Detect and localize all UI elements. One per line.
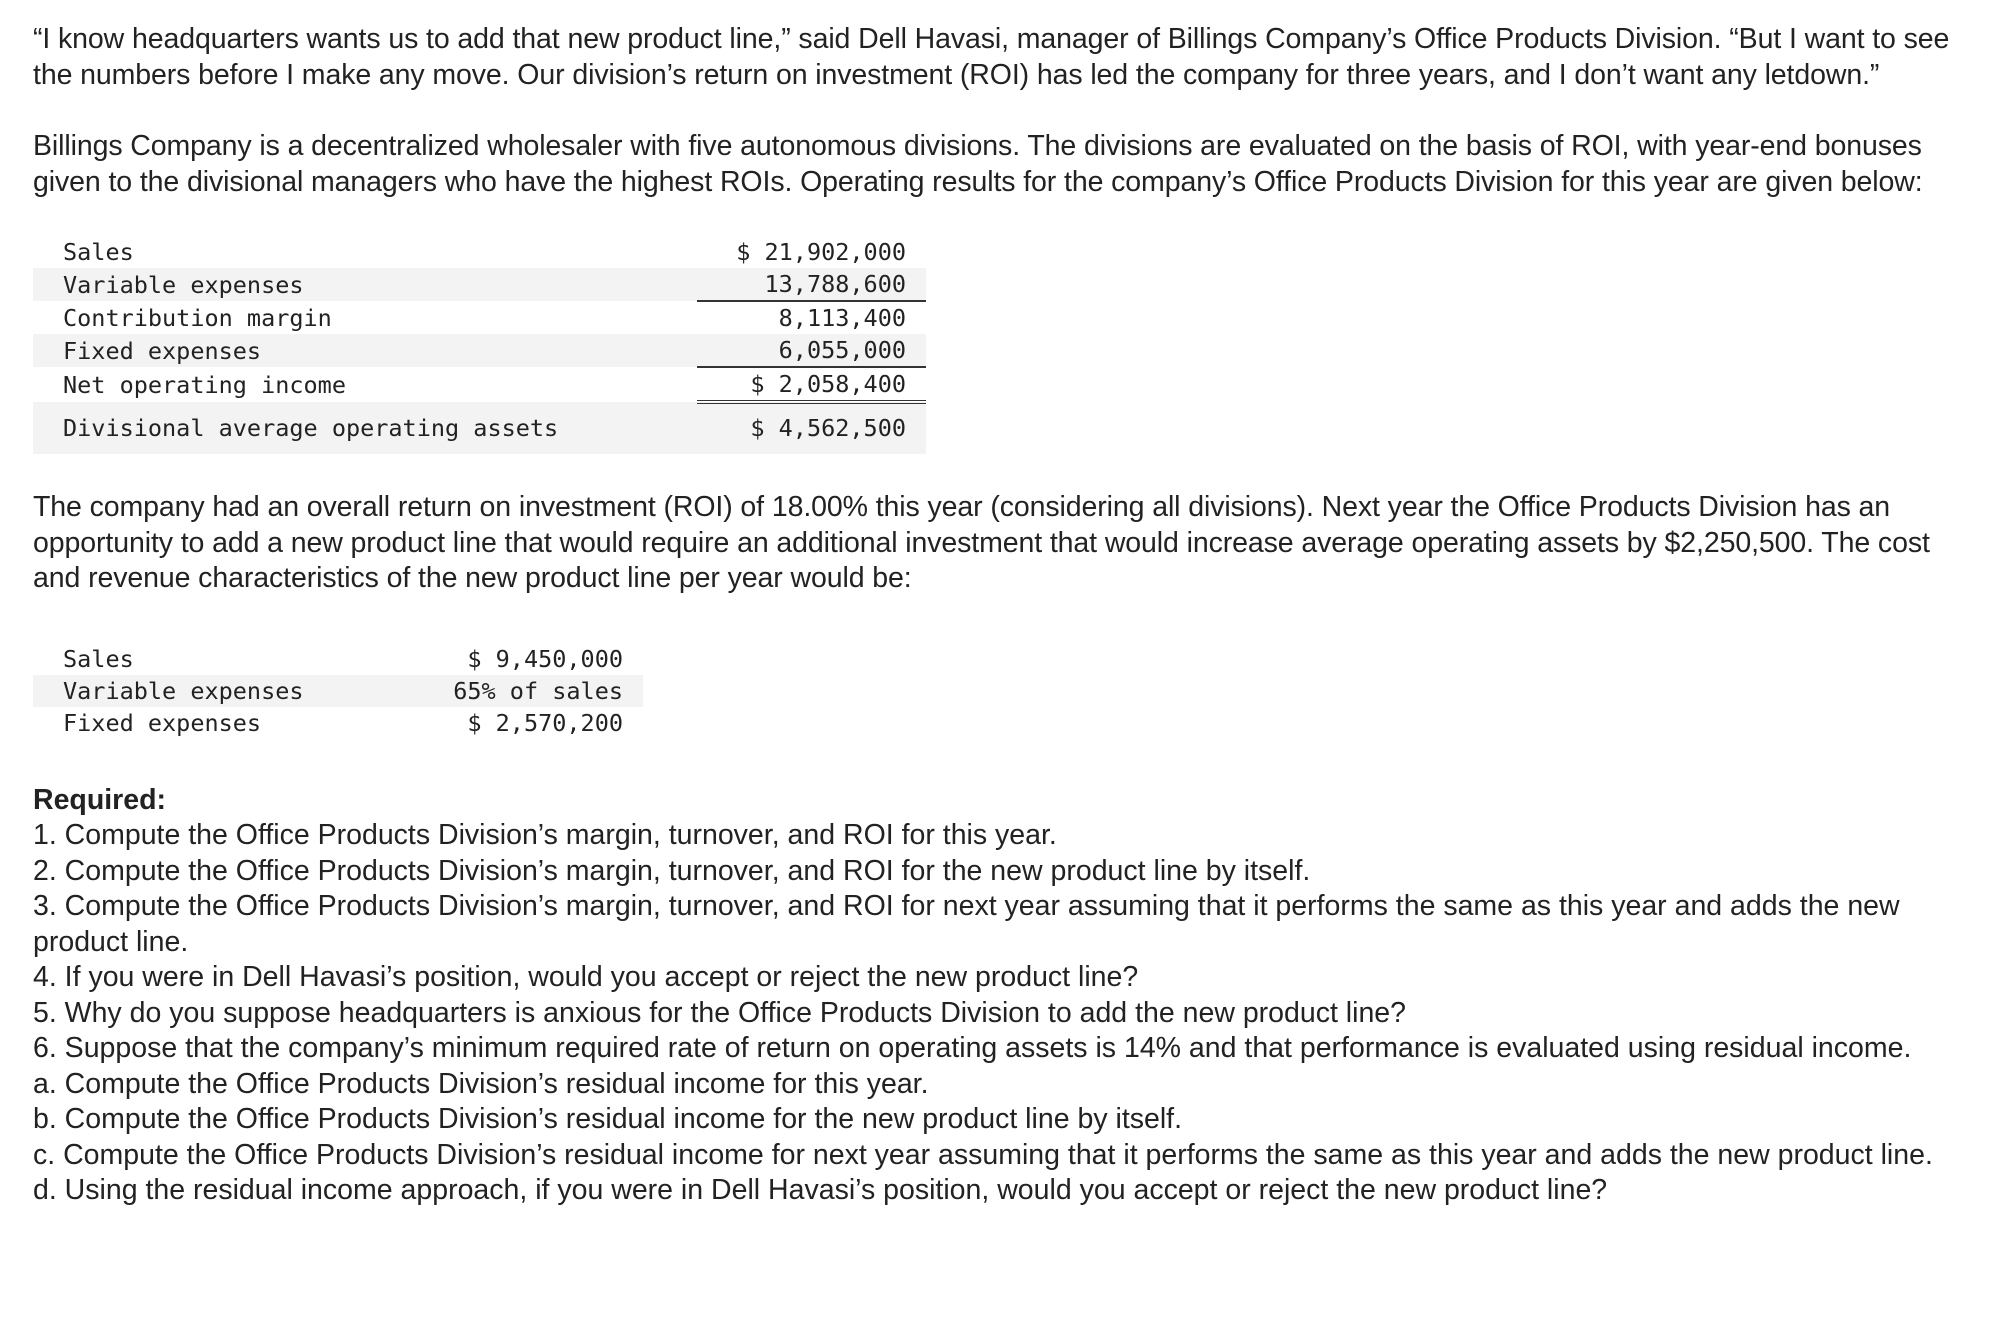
- row-label: Contribution margin: [63, 303, 332, 332]
- table-row: [33, 412, 926, 449]
- opportunity-text: The company had an overall return on investment (ROI) of 18.00% this year (considering all divisions). Next year the Office Products Division has an opportunity to add a new product line that would require an additional investment that would increase average operating assets by $2,250,500. The cost and revenue characteristics of the new product line per year would be:: [33, 491, 1930, 594]
- required-item: 4. If you were in Dell Havasi’s position, would you accept or reject the new product line?: [33, 961, 1139, 993]
- row-amount: $ 4,562,500: [697, 412, 926, 449]
- required-item: c. Compute the Office Products Division’s residual income for next year assuming that it performs the same as this year and adds the new product line.: [33, 1138, 1933, 1171]
- required-item: 3. Compute the Office Products Division’s margin, turnover, and ROI for next year assuming that it performs the same as this year and adds the new product line.: [33, 890, 1900, 958]
- row-label: Net operating income: [63, 370, 346, 399]
- row-amount: 6,055,000: [697, 334, 926, 367]
- table-row: [33, 643, 643, 675]
- new-product-line-table: [33, 643, 643, 739]
- table-row: [33, 334, 926, 367]
- required-section: [33, 783, 1973, 1209]
- intro-quote: “I know headquarters wants us to add that new product line,” said Dell Havasi, manager of Billings Company’s Office Products Division. “But I want to see the numbers before I make any move. Our division’s return on investment (ROI) has led the company for three years, and I don’t want any letdown.”: [33, 23, 1950, 91]
- operating-results-table: [33, 236, 926, 454]
- table-row: [33, 367, 926, 402]
- row-label: Fixed expenses: [63, 708, 262, 737]
- row-label: Variable expenses: [33, 675, 434, 707]
- row-label: Sales: [63, 238, 134, 266]
- row-amount: 13,788,600: [697, 268, 926, 301]
- table-row: [33, 675, 643, 707]
- table-row: [33, 236, 926, 268]
- required-item: d. Using the residual income approach, if you were in Dell Havasi’s position, would you accept or reject the new product line?: [33, 1174, 1608, 1206]
- row-amount: 8,113,400: [778, 304, 906, 332]
- row-amount: $ 21,902,000: [736, 238, 906, 266]
- intro-context: Billings Company is a decentralized wholesaler with five autonomous divisions. The divisions are evaluated on the basis of ROI, with year-end bonuses given to the divisional managers who have the highest ROIs. Operating results for the company’s Office Products Division for this year are given below:: [33, 130, 1923, 198]
- row-amount: $ 9,450,000: [467, 644, 623, 673]
- required-item: 5. Why do you suppose headquarters is anxious for the Office Products Division to add the new product line?: [33, 996, 1407, 1029]
- required-item: b. Compute the Office Products Division’s residual income for the new product line by itself.: [33, 1103, 1183, 1135]
- required-item: 6. Suppose that the company’s minimum required rate of return on operating assets is 14% and that performance is evaluated using residual income.: [33, 1032, 1912, 1064]
- row-label: Sales: [63, 644, 134, 673]
- row-amount: $ 2,570,200: [467, 708, 623, 737]
- row-amount: 65% of sales: [434, 675, 643, 707]
- table-row: [33, 268, 926, 301]
- table-row: [33, 707, 643, 739]
- required-item: 2. Compute the Office Products Division’s margin, turnover, and ROI for the new product line by itself.: [33, 854, 1311, 887]
- required-item: a. Compute the Office Products Division’s residual income for this year.: [33, 1067, 929, 1100]
- problem-page: [33, 22, 1973, 1209]
- row-label: Variable expenses: [33, 268, 697, 301]
- required-heading: Required:: [33, 783, 167, 816]
- required-item: 1. Compute the Office Products Division’s margin, turnover, and ROI for this year.: [33, 819, 1057, 851]
- table-row: [33, 301, 926, 334]
- row-amount: $ 2,058,400: [697, 367, 926, 402]
- table-spacer: [33, 402, 926, 412]
- row-label: Divisional average operating assets: [33, 412, 697, 449]
- row-label: Fixed expenses: [33, 334, 697, 367]
